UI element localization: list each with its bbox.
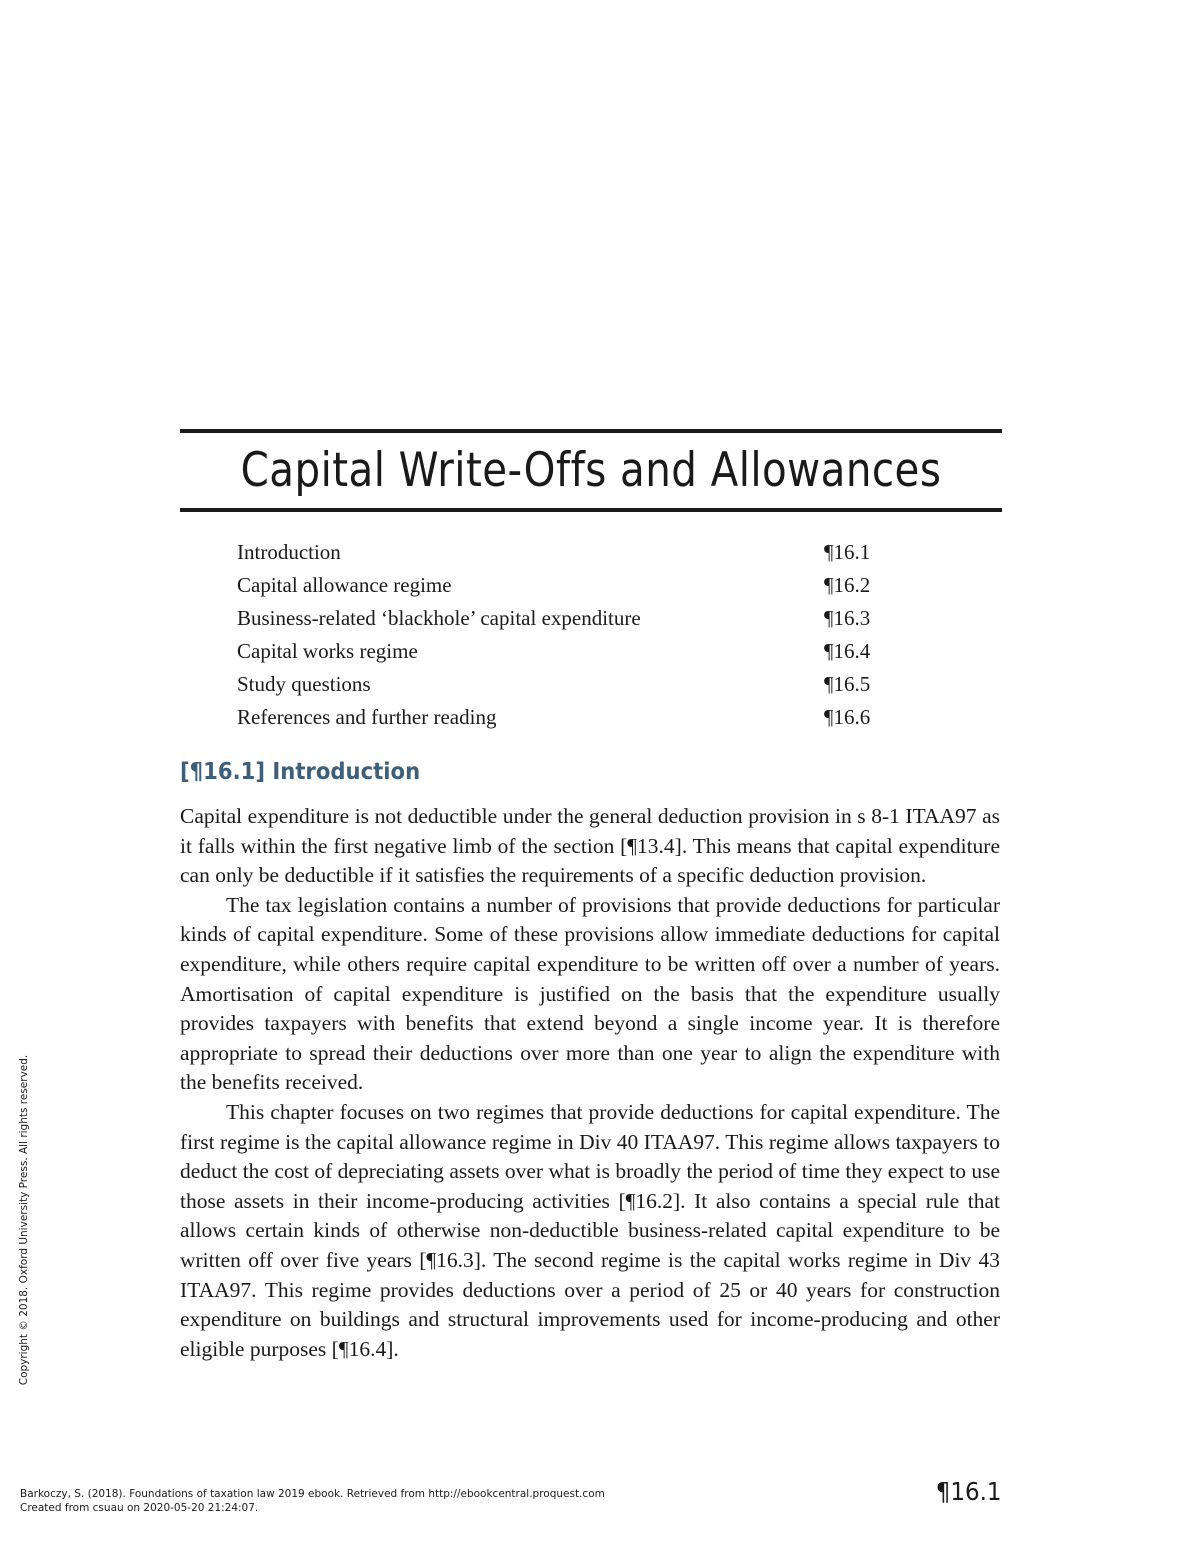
chapter-title: Capital Write-Offs and Allowances [240, 443, 942, 498]
toc-entry-ref: ¶16.4 [824, 639, 871, 663]
body-paragraph: Capital expenditure is not deductible under the general deduction provision in s 8-1 ITAA97 as it falls within the first negative limb of the section [¶13.4]. This means that capital expenditure can only be deductible if it satisfies the requirements of a specific deduction provision. [180, 804, 1000, 888]
title-top-rule [180, 429, 1002, 433]
toc-entry-ref: ¶16.6 [824, 705, 871, 729]
toc-entry-label: Introduction [237, 540, 341, 564]
toc-entry [237, 636, 897, 669]
chapter-contents [237, 537, 897, 735]
toc-entry [237, 537, 897, 570]
page-paragraph-ref: ¶16.1 [936, 1477, 1002, 1506]
toc-entry [237, 702, 897, 735]
toc-entry-label: Capital allowance regime [237, 573, 452, 597]
created-timestamp: Created from csuau on 2020-05-20 21:24:07. [20, 1502, 259, 1514]
section-body [180, 802, 1000, 1364]
title-bottom-rule [180, 508, 1002, 512]
footer-citation [20, 1487, 605, 1515]
section-heading: [¶16.1] Introduction [180, 759, 421, 785]
toc-entry-label: Capital works regime [237, 639, 418, 663]
toc-entry [237, 669, 897, 702]
toc-entry [237, 603, 897, 636]
toc-entry-ref: ¶16.5 [824, 672, 871, 696]
toc-entry-ref: ¶16.2 [824, 573, 871, 597]
copyright-notice: Copyright © 2018. Oxford University Press. All rights reserved. [18, 1054, 30, 1386]
body-paragraph: The tax legislation contains a number of provisions that provide deductions for particular kinds of capital expenditure. Some of these provisions allow immediate deductions for capital expenditure, while others require capital expenditure to be written off over a number of years. Amortisation of capital expenditure is justified on the basis that the expenditure usually provides taxpayers with benefits that extend beyond a single income year. It is therefore appropriate to spread their deductions over more than one year to align the expenditure with the benefits received. [180, 892, 1000, 1095]
citation-text: Barkoczy, S. (2018). Foundations of taxation law 2019 ebook. Retrieved from http://ebookcentral.proquest.com [20, 1488, 605, 1500]
toc-entry-label: References and further reading [237, 705, 497, 729]
toc-entry-label: Business-related ‘blackhole’ capital expenditure [237, 606, 641, 630]
toc-entry-ref: ¶16.1 [824, 540, 871, 564]
body-paragraph: This chapter focuses on two regimes that provide deductions for capital expenditure. The first regime is the capital allowance regime in Div 40 ITAA97. This regime allows taxpayers to deduct the cost of depreciating assets over what is broadly the period of time they expect to use those assets in their income-producing activities [¶16.2]. It also contains a special rule that allows certain kinds of otherwise non-deductible business-related capital expenditure to be written off over five years [¶16.3]. The second regime is the capital works regime in Div 43 ITAA97. This regime provides deductions over a period of 25 or 40 years for construction expenditure on buildings and structural improvements used for income-producing and other eligible purposes [¶16.4]. [180, 1099, 1000, 1361]
toc-entry-ref: ¶16.3 [824, 606, 871, 630]
toc-entry-label: Study questions [237, 672, 371, 696]
toc-entry [237, 570, 897, 603]
